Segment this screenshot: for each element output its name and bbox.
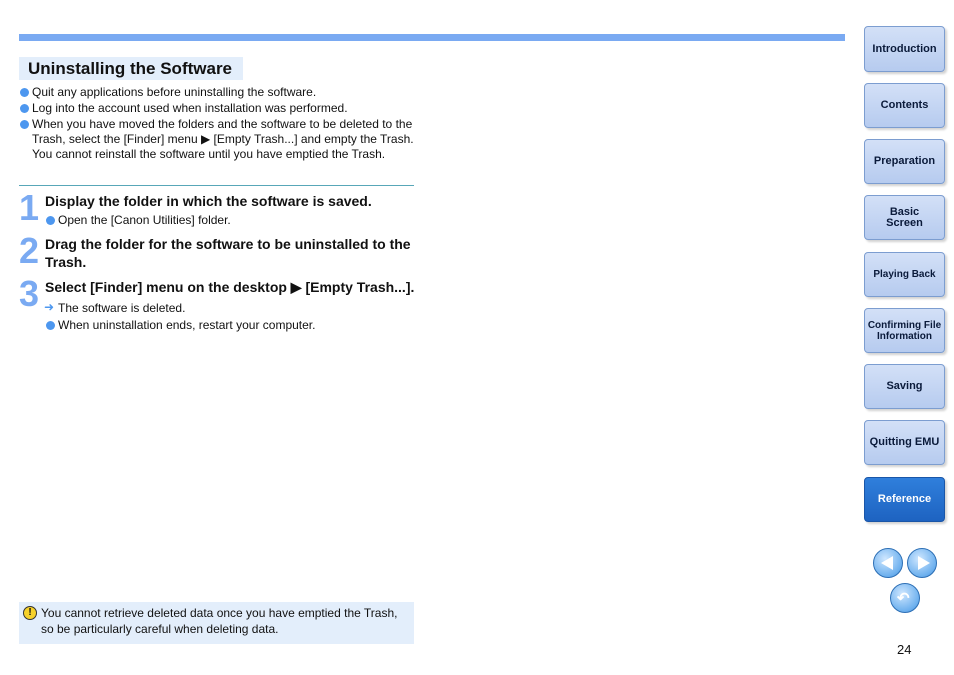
previous-page-button[interactable] (873, 548, 903, 578)
nav-preparation[interactable]: Preparation (864, 139, 945, 184)
section-title: Uninstalling the Software (19, 57, 243, 80)
arrow-right-icon: ➜ (44, 300, 55, 314)
caution-icon: ! (23, 606, 37, 620)
step-1 (19, 187, 419, 228)
precaution-list (19, 85, 415, 163)
step-title: Select [Finder] menu on the desktop ▶ [Empty Trash...]. (45, 279, 415, 295)
arrow-left-icon (881, 556, 893, 570)
return-button[interactable] (890, 583, 920, 613)
nav-contents[interactable]: Contents (864, 83, 945, 128)
nav-playing-back[interactable]: Playing Back (864, 252, 945, 297)
step-number: 3 (19, 273, 38, 314)
nav-reference[interactable]: Reference (864, 477, 945, 522)
list-item: Quit any applications before uninstalling the software. (19, 85, 415, 100)
top-accent-bar (19, 34, 845, 41)
arrow-right-icon (918, 556, 930, 570)
page-number: 24 (897, 642, 912, 657)
step-result (45, 301, 419, 316)
nav-quitting-emu[interactable]: Quitting EMU (864, 420, 945, 465)
step-title: Display the folder in which the software is saved. (45, 193, 372, 209)
return-icon: ↶ (897, 590, 910, 607)
step-note: Open the [Canon Utilities] folder. (45, 213, 419, 228)
list-item: Log into the account used when installation was performed. (19, 101, 415, 116)
next-page-button[interactable] (907, 548, 937, 578)
nav-saving[interactable]: Saving (864, 364, 945, 409)
step-number: 2 (19, 230, 38, 271)
nav-basic-screen[interactable]: Basic Screen (864, 195, 945, 240)
nav-introduction[interactable]: Introduction (864, 26, 945, 72)
result-text: The software is deleted. (58, 301, 186, 315)
caution-text: You cannot retrieve deleted data once you have emptied the Trash, so be particularly careful when deleting data. (41, 606, 398, 636)
divider (19, 185, 414, 186)
step-number: 1 (19, 187, 38, 228)
step-note: When uninstallation ends, restart your computer. (45, 318, 419, 333)
list-item: When you have moved the folders and the software to be deleted to the Trash, select the [Finder] menu ▶ [Empty Trash...] and empty the Trash. You cannot reinstall the software until you have emptied the Trash. (19, 117, 415, 162)
nav-confirming-file-information[interactable]: Confirming File Information (864, 308, 945, 353)
step-2 (19, 230, 419, 271)
step-title: Drag the folder for the software to be uninstalled to the Trash. (45, 236, 411, 270)
caution-box (19, 602, 414, 644)
step-3 (19, 273, 419, 333)
